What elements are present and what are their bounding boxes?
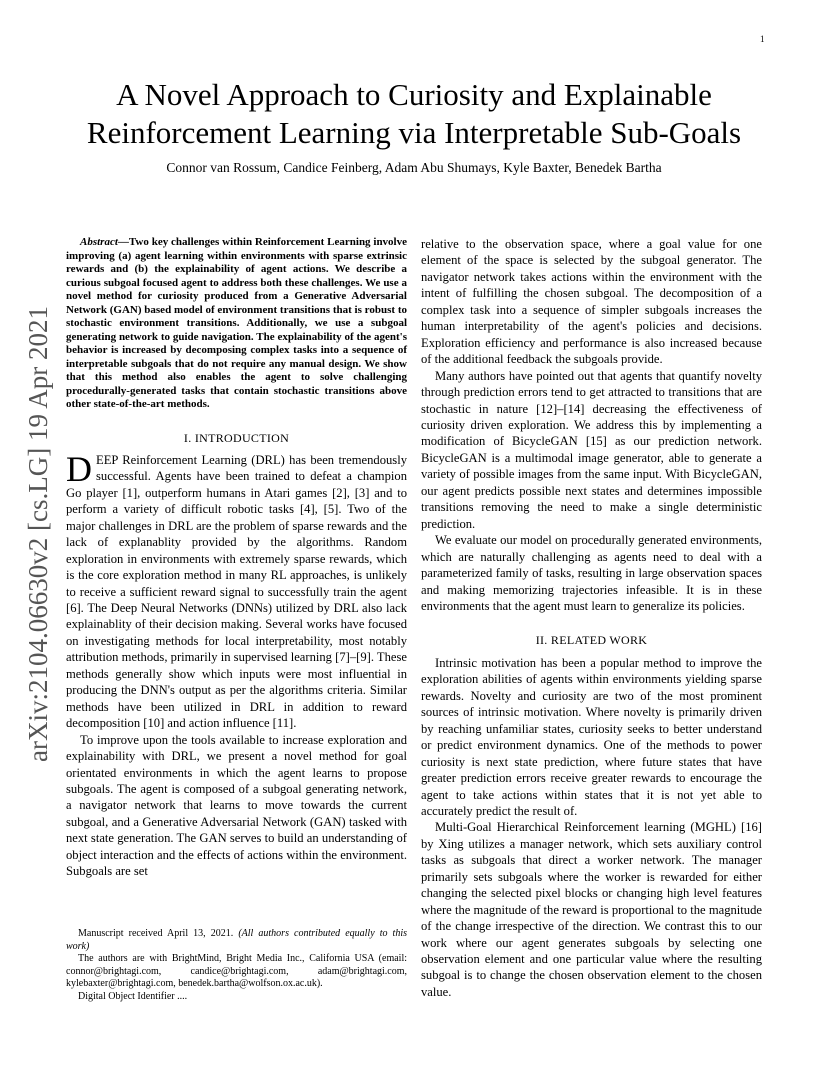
footnote-manuscript-italic: (All authors contributed equally to this work)	[66, 928, 407, 952]
section-heading-introduction: I. INTRODUCTION	[183, 430, 290, 445]
intro-paragraph-1-text: EEP Reinforcement Learning (DRL) has been tremendously successful. Agents have been trained to defeat a champion Go player [1], outperform humans in Atari games [2], [3] and to perform a variety of difficult robotic tasks [4], [5]. Two of the major challenges in DRL are the problem of sparse rewards and the lack of explanablity provided by the algorithms. Random exploration in environments with extremely sparse rewards, which is the core exploration method in many RL approaches, is unlikely to receive a sufficient reward signal to successfully train the agent [6]. The Deep Neural Networks (DNNs) utilized by DRL also lack explainablity of their decision making. Several works have focused on investigating methods for local interpretability, most notably attribution methods, primarily in supervised learning [7]–[9]. These methods generally show which inputs were most influential in producing the DNN's output as per the algorithms criteria. Similar methods have been utilized in DRL in addition to reward decomposition [10] and action influence [11].	[66, 452, 407, 731]
arxiv-stamp	[14, 300, 58, 770]
paper-title	[60, 76, 768, 152]
right-paragraph-1: relative to the observation space, where a goal value for one element of the space is selected by the subgoal generator. The navigator network takes actions within the environment with the intent of fulfilling the chosen subgoal. The decomposition of a complex task into a sequence of simpler subgoals increases the human interpretability of the agent's policies and decisions. Exploration efficiency and performance is also increased because of the additional feedback the subgoals provide.	[421, 237, 762, 367]
title-line-2: Reinforcement Learning via Interpretable Sub-Goals	[86, 115, 742, 150]
abstract-text: —Two key challenges within Reinforcement Learning involve improving (a) agent learning within environments with sparse extrinsic rewards and (b) the explainability of agent actions. We describe a curious subgoal focused agent to address both these challenges. We use a novel method for curiosity produced from a Generative Adversarial Network (GAN) based model of environment transitions that is robust to stochastic environment transitions. Additionally, we use a subgoal generating network to guide navigation. The explainability of the agent's behavior is increased by decomposing complex tasks into a sequence of interpretable subgoals that do not require any manual design. We show that this method also enables the agent to solve challenging procedurally-generated tasks that contain stochastic transitions above other state-of-the-art methods.	[66, 236, 407, 410]
related-paragraph-1: Intrinsic motivation has been a popular method to improve the exploration abilities of agents within environments yielding sparse rewards. Novelty and curiosity are two of the most prominent sources of intrinsic motivation. Where novelty is primarily driven by reaching unfamiliar states, curiosity seeks to better understand or predict environment dynamics. One of the methods to power curiosity is next state prediction, where future states that have greater prediction errors receive greater rewards to encourage the agent to take actions within states that it is not yet able to accurately predict the result of.	[421, 655, 762, 818]
section-heading-related-work: II. RELATED WORK	[535, 633, 648, 648]
right-paragraph-2: Many authors have pointed out that agents that quantify novelty through prediction errors tend to get attracted to transitions that are stochastic in nature [12]–[14] decreasing the effectiveness of curiosity driven exploration. We address this by implementing a modification of BicycleGAN [15] as our prediction network. BicycleGAN is a multimodal image generator, able to generate a variety of possible images from the same input. With BicycleGAN, our agent predicts possible next states and determines impossible transitions removing the need to make a single deterministic prediction.	[421, 368, 762, 531]
author-list: Connor van Rossum, Candice Feinberg, Adam Abu Shumays, Kyle Baxter, Benedek Bartha	[166, 160, 662, 175]
right-paragraph-3: We evaluate our model on procedurally generated environments, which are naturally challenging as agents need to deal with a parameterized family of tasks, resulting in large observation spaces and making memorizing trajectories infeasible. It is in these environments that the agent must learn to generalize its policies.	[421, 533, 762, 613]
abstract	[66, 236, 407, 412]
title-line-1: A Novel Approach to Curiosity and Explainable	[116, 77, 712, 112]
drop-cap: D	[66, 448, 92, 489]
intro-paragraph-2: To improve upon the tools available to increase exploration and explainability with DRL, we present a novel method for goal orientated environments in which the agent learns to propose subgoals. The agent is composed of a subgoal generating network, a navigator network that learns to move towards the current subgoal, and a Generative Adversarial Network (GAN) tasked with next state generation. The GAN serves to build an understanding of object interaction and the effects of actions within the environment. Subgoals are set	[66, 732, 407, 879]
footnote-doi: Digital Object Identifier ....	[78, 990, 188, 1002]
page-number: 1	[760, 34, 765, 44]
footnotes	[66, 928, 407, 1003]
right-column	[421, 236, 762, 1000]
intro-paragraph-1	[66, 448, 407, 732]
related-paragraph-2: Multi-Goal Hierarchical Reinforcement learning (MGHL) [16] by Xing utilizes a manager network, which sets auxiliary control tasks as subgoals that direct a worker network. The manager primarily sets subgoals where the worker is rewarded for either changing the selected pixel blocks or changing high level features where the magnitude of the reward is proportional to the magnitude of the change irrespective of the direction. We contrast this to our work where our agent generates subgoals by selecting one observation element and one particular value where the resulting subgoal is to change the chosen observation element to the chosen value.	[421, 820, 762, 999]
abstract-label: Abstract	[80, 236, 118, 248]
footnote-manuscript-text: Manuscript received April 13, 2021.	[78, 928, 239, 939]
arxiv-id: arXiv:2104.06630v2 [cs.LG] 19 Apr 2021	[23, 306, 53, 762]
left-column	[66, 236, 407, 880]
footnote-manuscript	[66, 928, 407, 953]
footnote-affiliation: The authors are with BrightMind, Bright Media Inc., California USA (email: connor@brightagi.com, candice@brightagi.com, adam@brightagi.com, kylebaxter@brightagi.com, benedek.bartha@wolfson.ox.ac.uk).	[66, 953, 407, 989]
